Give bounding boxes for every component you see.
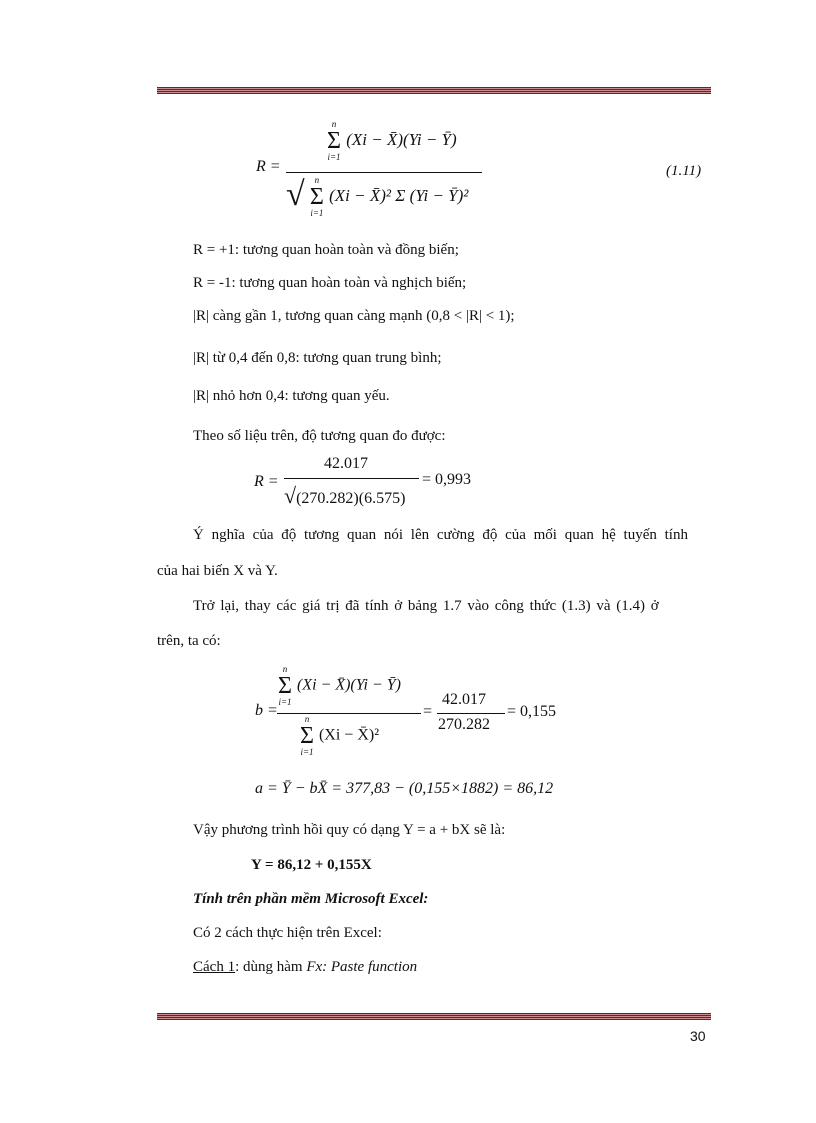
b-calc-mid-num: 42.017: [442, 691, 486, 708]
line-r-weak: |R| nhỏ hơn 0,4: tương quan yếu.: [193, 388, 390, 404]
excel-heading: Tính trên phần mềm Microsoft Excel:: [193, 891, 429, 907]
b-calc-numerator: n Σ i=1 (Xi − X̄)(Yi − Ȳ): [278, 664, 401, 707]
excel-ways: Có 2 cách thực hiện trên Excel:: [193, 925, 382, 941]
formula-1-11: [256, 120, 496, 225]
fraction-bar: [437, 713, 505, 714]
header-rule: [157, 87, 711, 94]
a-calc: a = Ȳ − bX̄ = 377,83 − (0,155×1882) = 86,12: [255, 780, 554, 797]
paragraph-tro-lai-1: Trở lại, thay các giá trị đã tính ở bảng 1.7 vào công thức (1.3) và (1.4) ở: [193, 598, 659, 614]
formula-numerator: n Σ i=1 (Xi − X̄)(Yi − Ȳ): [327, 119, 457, 162]
b-calc-denominator: n Σ i=1 (Xi − X̄)²: [300, 714, 379, 757]
r-calc-lhs: R =: [254, 473, 279, 490]
paragraph-y-nghia-2: của hai biến X và Y.: [157, 563, 278, 579]
line-r-mid: |R| từ 0,4 đến 0,8: tương quan trung bình;: [193, 350, 442, 366]
fraction-bar: [277, 713, 421, 714]
formula-lhs: R =: [256, 158, 281, 175]
page-number: 30: [690, 1028, 706, 1044]
regression-equation: Y = 86,12 + 0,155X: [251, 857, 372, 873]
line-r-close-1: |R| càng gần 1, tương quan càng mạnh (0,8 < |R| < 1);: [193, 308, 515, 324]
r-calc-denominator: √(270.282)(6.575): [284, 483, 406, 508]
line-theo: Theo số liệu trên, độ tương quan đo được:: [193, 428, 446, 444]
b-calc-mid-den: 270.282: [438, 716, 490, 733]
line-r-plus-1: R = +1: tương quan hoàn toàn và đồng biến;: [193, 242, 459, 258]
cach-1-text: : dùng hàm: [235, 959, 307, 975]
paragraph-y-nghia-1: Ý nghĩa của độ tương quan nói lên cường độ của mối quan hệ tuyến tính: [193, 527, 688, 543]
paragraph-tro-lai-2: trên, ta có:: [157, 633, 221, 649]
cach-1-line: [193, 959, 417, 976]
b-calc-lhs: b =: [255, 702, 278, 719]
r-calc-numerator: 42.017: [324, 455, 368, 472]
r-calc-result: = 0,993: [422, 471, 472, 488]
b-calc-result: = 0,155: [507, 703, 557, 720]
formula-denominator: √ n Σ i=1 (Xi − X̄)² Σ (Yi − Ȳ)²: [286, 175, 469, 219]
fraction-bar: [284, 478, 419, 479]
regression-intro: Vậy phương trình hồi quy có dạng Y = a + bX sẽ là:: [193, 822, 506, 838]
formula-number: (1.11): [666, 163, 702, 179]
b-calc: b = n Σ i=1 (Xi − X̄)(Yi − Ȳ) n Σ i=1 (Xi − X̄)² = 42.017 270.282 = 0,155: [255, 664, 557, 757]
cach-1-function: Fx: Paste function: [306, 959, 418, 975]
footer-rule: [157, 1013, 711, 1020]
line-r-minus-1: R = -1: tương quan hoàn toàn và nghịch biến;: [193, 275, 467, 291]
cach-1-label: Cách 1: [193, 959, 236, 975]
